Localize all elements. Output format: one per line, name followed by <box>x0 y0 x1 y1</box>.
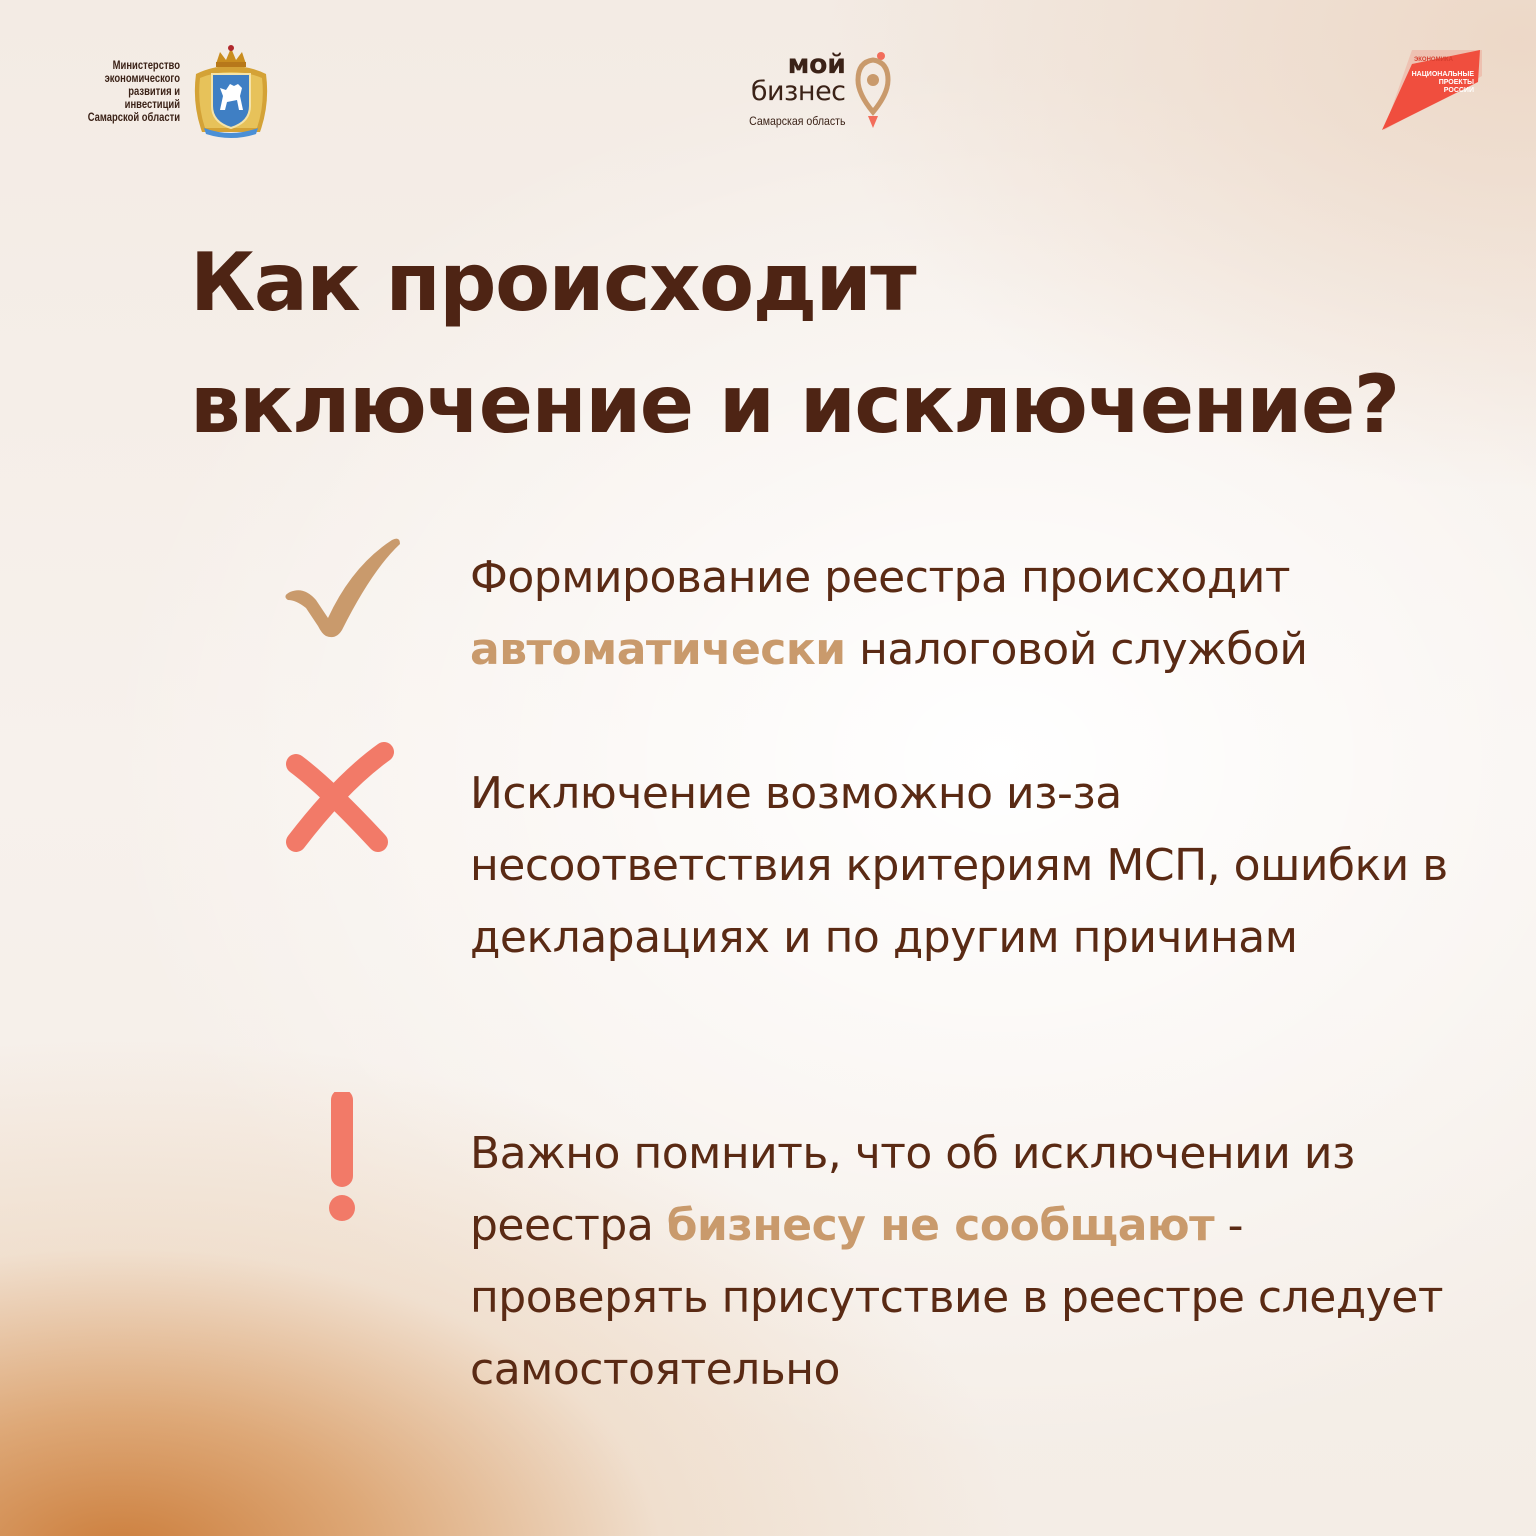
my-business-logo <box>736 49 892 132</box>
list-item <box>470 1118 1480 1406</box>
national-projects-category: ЭКОНОМИКА <box>1414 57 1453 63</box>
my-business-line1: мой <box>787 49 846 80</box>
cross-icon <box>282 742 398 854</box>
samara-coat-of-arms-icon <box>190 44 272 140</box>
item-1-highlight: автоматически <box>470 624 846 675</box>
item-3-text-before: Важно помнить, что об исключении из реестра <box>470 1128 1355 1251</box>
location-pin-icon <box>854 50 892 132</box>
list-item: Исключение возможно из-за несоответствия критериям МСП, ошибки в декларациях и по другим причинам <box>470 768 1448 963</box>
my-business-region: Самарская область <box>749 114 846 128</box>
list-item <box>470 542 1480 686</box>
page-title: Как происходит включение и исключение? <box>190 236 1399 451</box>
my-business-wordmark <box>736 49 846 128</box>
item-1-text-before: Формирование реестра происходит <box>470 552 1290 603</box>
item-3-text-after: - проверять присутствие в реестре следует самостоятельно <box>470 1200 1443 1395</box>
exclamation-icon <box>318 1092 366 1226</box>
ministry-name: Министерство экономического развития и инвестиций Самарской области <box>87 59 180 124</box>
checkmark-icon <box>276 530 408 642</box>
item-3-highlight: бизнесу не сообщают <box>666 1200 1215 1251</box>
ministry-logo <box>52 44 272 140</box>
national-projects-label: НАЦИОНАЛЬНЫЕ ПРОЕКТЫ РОССИИ <box>1411 71 1474 94</box>
item-1-text-after: налоговой службой <box>845 624 1308 675</box>
my-business-line2: бизнес <box>750 76 846 107</box>
